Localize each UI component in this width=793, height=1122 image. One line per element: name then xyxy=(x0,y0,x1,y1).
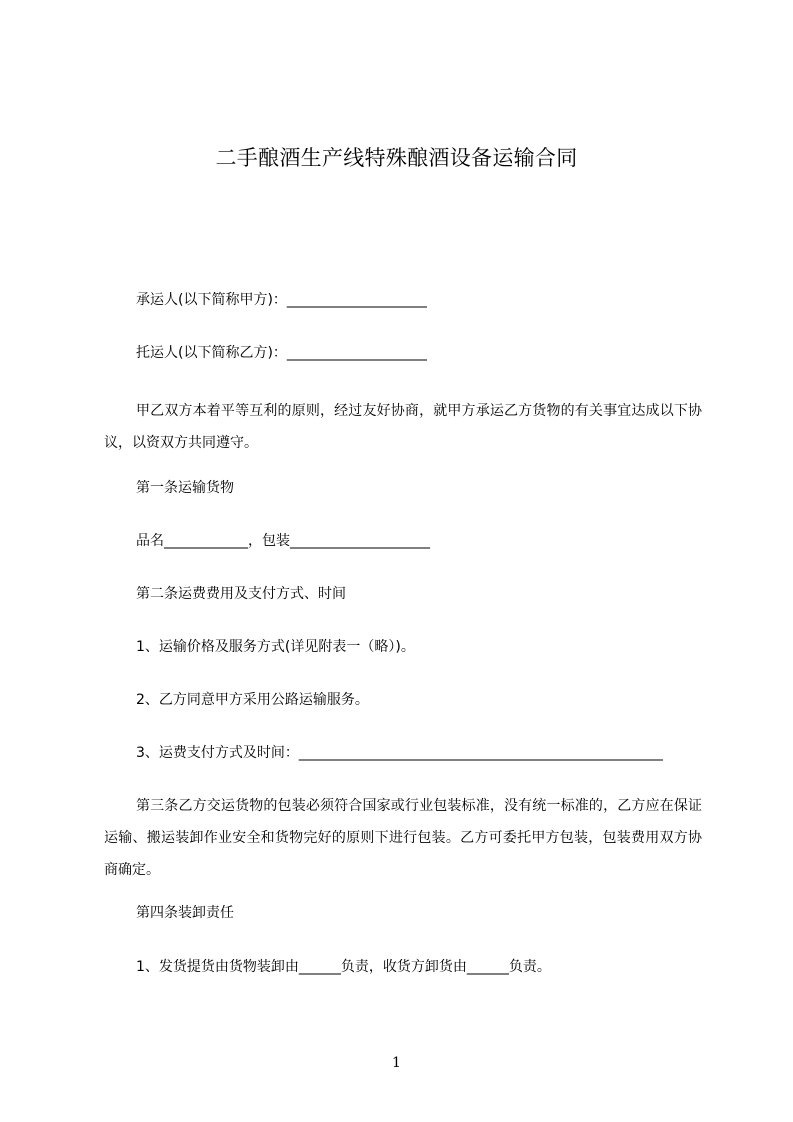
document-title: 二手酿酒生产线特殊酿酒设备运输合同 xyxy=(215,146,578,170)
shipper-line: 托运人(以下简称乙方)：____________________ xyxy=(136,345,427,361)
article4-item1: 1、发货提货由货物装卸由______负责，收货方卸货由______负责。 xyxy=(136,959,551,975)
article2-item1: 1、运输价格及服务方式(详见附表一（略）)。 xyxy=(136,639,415,655)
article2-heading: 第二条运费费用及支付方式、时间 xyxy=(136,586,346,602)
article4-heading: 第四条装卸责任 xyxy=(136,905,234,921)
article1-heading: 第一条运输货物 xyxy=(136,480,234,496)
intro-paragraph: 甲乙双方本着平等互利的原则，经过友好协商，就甲方承运乙方货物的有关事宜达成以下协议，以资双方共同遵守。 xyxy=(104,403,702,451)
article2-item3: 3、运费支付方式及时间：____________________________________________________ xyxy=(136,745,663,761)
carrier-line: 承运人(以下简称甲方)：____________________ xyxy=(136,292,427,308)
article2-item2: 2、乙方同意甲方采用公路运输服务。 xyxy=(136,692,369,708)
article1-item: 品名____________，包装____________________ xyxy=(136,533,430,549)
article3-paragraph: 第三条乙方交运货物的包装必须符合国家或行业包装标准，没有统一标准的，乙方应在保证运输、搬运装卸作业安全和货物完好的原则下进行包装。乙方可委托甲方包装，包装费用双方协商确定。 xyxy=(104,798,702,878)
page-number: 1 xyxy=(392,1055,401,1071)
